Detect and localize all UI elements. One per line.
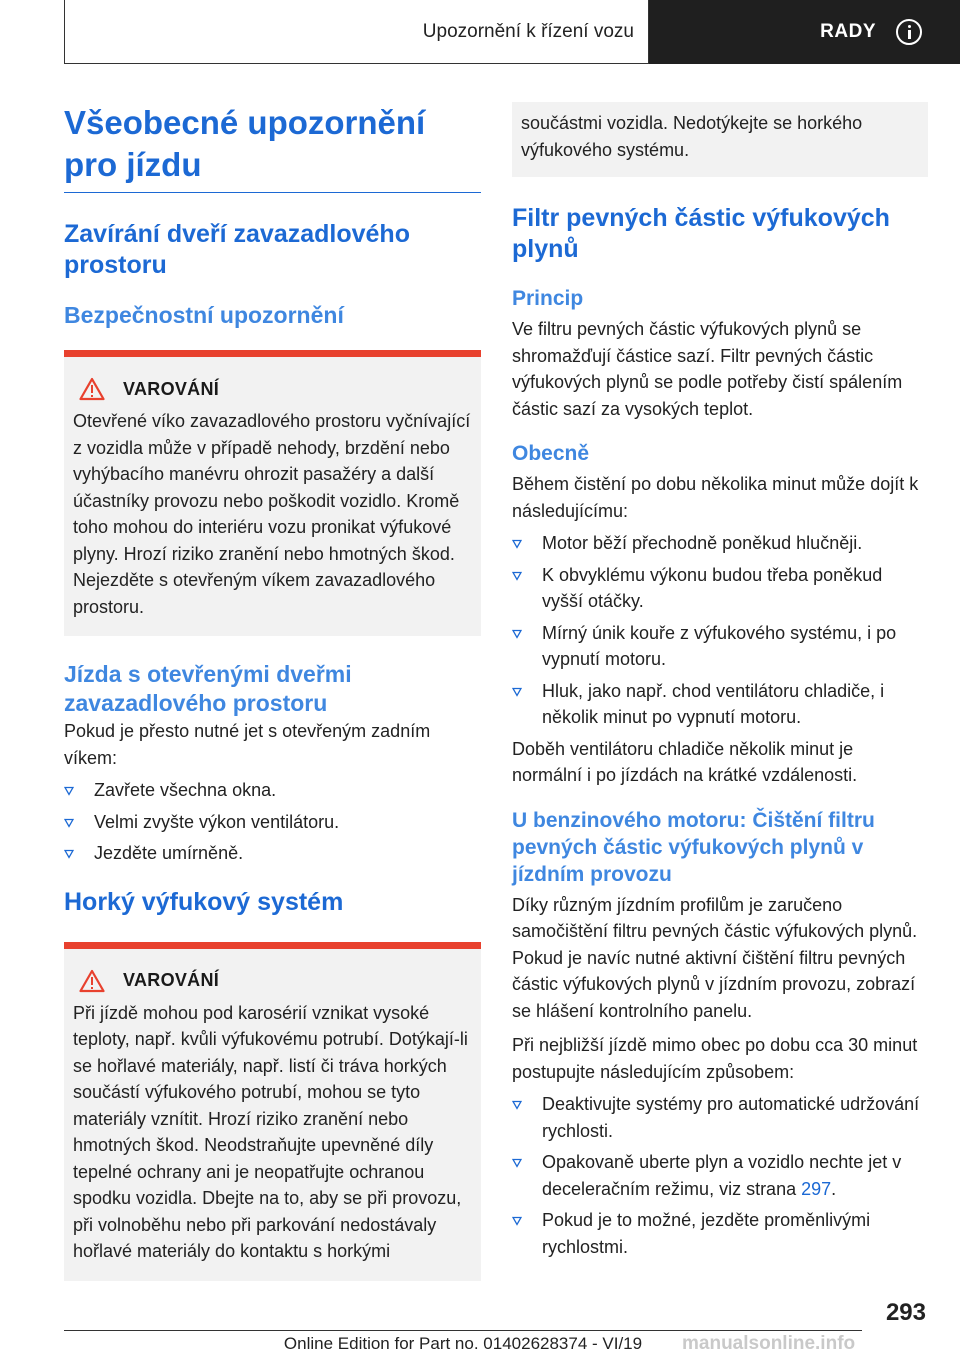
list-item: Jezděte umírněně.	[64, 840, 481, 867]
warning-box-trunk	[64, 350, 481, 636]
section-heading-general: Všeobecné upozornění pro jízdu	[64, 102, 481, 193]
page-reference-link[interactable]: 297	[801, 1178, 832, 1199]
warning-box-exhaust-continued	[512, 102, 928, 177]
warning-triangle-icon	[79, 377, 105, 401]
petrol-text-2: Při nejbližší jízdě mimo obec po dobu cca 30 minut postupujte následujícím způsobem:	[512, 1035, 918, 1082]
warning-title: VAROVÁNÍ	[73, 377, 471, 401]
header-chapter-label: RADY	[820, 21, 876, 42]
bullet-triangle-icon	[512, 571, 522, 581]
bullet-triangle-icon	[512, 629, 522, 639]
heading-petrol-cleaning: U benzinového motoru: Čištění filtru pevných částic výfukových plynů v jízdním provozu	[512, 808, 875, 886]
warning-title: VAROVÁNÍ	[73, 969, 471, 993]
left-column	[64, 102, 481, 1281]
warning-text: Otevřené víko zavazadlového prostoru vyčnívající z vozidla může v případě nehody, brzdění nebo vyhýbacího manévru ohrozit pasažéry a další účastníky provozu nebo poškodit vozidlo. Kromě toho mohou do interiéru vozu pronikat výfukové plyny. Hrozí riziko zranění nebo hmotných škod. Nejezděte s otevřeným víkem zavazadlového prostoru.	[73, 411, 471, 617]
page-number: 293	[885, 1299, 926, 1326]
heading-general: Obecně	[512, 442, 590, 465]
bullet-triangle-icon	[512, 1100, 522, 1110]
heading-hot-exhaust: Horký výfukový systém	[64, 887, 344, 916]
header-chapter-tab	[649, 0, 960, 64]
petrol-text-1: Díky různým jízdním profilům je zaručeno samočištění filtru pevných částic výfukových plynů. Pokud je navíc nutné aktivní čištění filtru pevných částic výfukových plynů v jízdním provozu, zobrazí se hlášení kontrolního panelu.	[512, 894, 918, 1021]
warning-box-exhaust	[64, 942, 481, 1281]
driving-open-list	[64, 777, 481, 867]
list-item: Hluk, jako např. chod ventilátoru chladiče, i několik minut po vypnutí motoru.	[512, 678, 928, 731]
right-column	[512, 102, 928, 1265]
bullet-triangle-icon	[64, 786, 74, 796]
petrol-list	[512, 1091, 928, 1260]
driving-open-text: Pokud je přesto nutné jet s otevřeným zadním víkem:	[64, 721, 431, 768]
list-item: Velmi zvyšte výkon ventilátoru.	[64, 809, 481, 836]
bullet-triangle-icon	[512, 1216, 522, 1226]
header-section-tab	[64, 0, 649, 64]
warning-triangle-icon	[79, 969, 105, 993]
bullet-triangle-icon	[512, 539, 522, 549]
heading-safety-notes: Bezpečnostní upozornění	[64, 302, 344, 328]
heading-particle-filter: Filtr pevných částic výfukových plynů	[512, 204, 890, 263]
footer-edition: Online Edition for Part no. 01402628374 - VI/19	[283, 1334, 643, 1353]
bullet-triangle-icon	[64, 818, 74, 828]
list-item: Motor běží přechodně poněkud hlučněji.	[512, 530, 928, 557]
general-text: Během čistění po dobu několika minut může dojít k následujícímu:	[512, 474, 919, 521]
watermark: manualsonline.info	[682, 1333, 856, 1354]
bullet-triangle-icon	[512, 687, 522, 697]
general-list	[512, 530, 928, 731]
list-item: K obvyklému výkonu budou třeba poněkud vyšší otáčky.	[512, 562, 928, 615]
header-section-title: Upozornění k řízení vozu	[422, 20, 634, 42]
warning-text: Při jízdě mohou pod karosérií vznikat vysoké teploty, např. kvůli výfukovému potrubí. Dotýkají-li se hořlavé materiály, např. listí či tráva horkých součástí výfukového potrubí, mohou se tyto materiály vznítit. Hrozí riziko zranění nebo hmotných škod. Neodstraňujte upevněné díly tepelné ochrany ani je neopatřujte ochranou spodku vozidla. Dbejte na to, aby se při provozu, při volnoběhu nebo při parkování nedostávaly hořlavé materiály do kontaktu s horkými	[73, 1002, 468, 1261]
footer-divider	[64, 1330, 862, 1331]
list-item: Mírný únik kouře z výfukového systému, i po vypnutí motoru.	[512, 620, 928, 673]
bullet-triangle-icon	[512, 1158, 522, 1168]
list-item: Opakovaně uberte plyn a vozidlo nechte jet v deceleračním režimu, viz strana 297.	[512, 1149, 928, 1202]
list-item: Deaktivujte systémy pro automatické udržování rychlosti.	[512, 1091, 928, 1144]
principle-text: Ve filtru pevných částic výfukových plynů se shromažďují částice sazí. Filtr pevných částic výfukových plynů se podle potřeby čistí spálením částic sazí za vysokých teplot.	[512, 319, 903, 419]
bullet-triangle-icon	[64, 849, 74, 859]
list-item: Pokud je to možné, jezděte proměnlivými rychlostmi.	[512, 1207, 928, 1260]
heading-principle: Princip	[512, 287, 584, 310]
heading-trunk-closing: Zavírání dveří zavazadlového prostoru	[64, 220, 410, 279]
heading-driving-open-trunk: Jízda s otevřenými dveřmi zavazadlového prostoru	[64, 661, 352, 716]
list-item: Zavřete všechna okna.	[64, 777, 481, 804]
general-note: Doběh ventilátoru chladiče několik minut je normální i po jízdách na krátké vzdálenosti.	[512, 738, 858, 785]
warning-text: součástmi vozidla. Nedotýkejte se horkého výfukového systému.	[521, 113, 863, 160]
info-icon	[896, 19, 922, 45]
